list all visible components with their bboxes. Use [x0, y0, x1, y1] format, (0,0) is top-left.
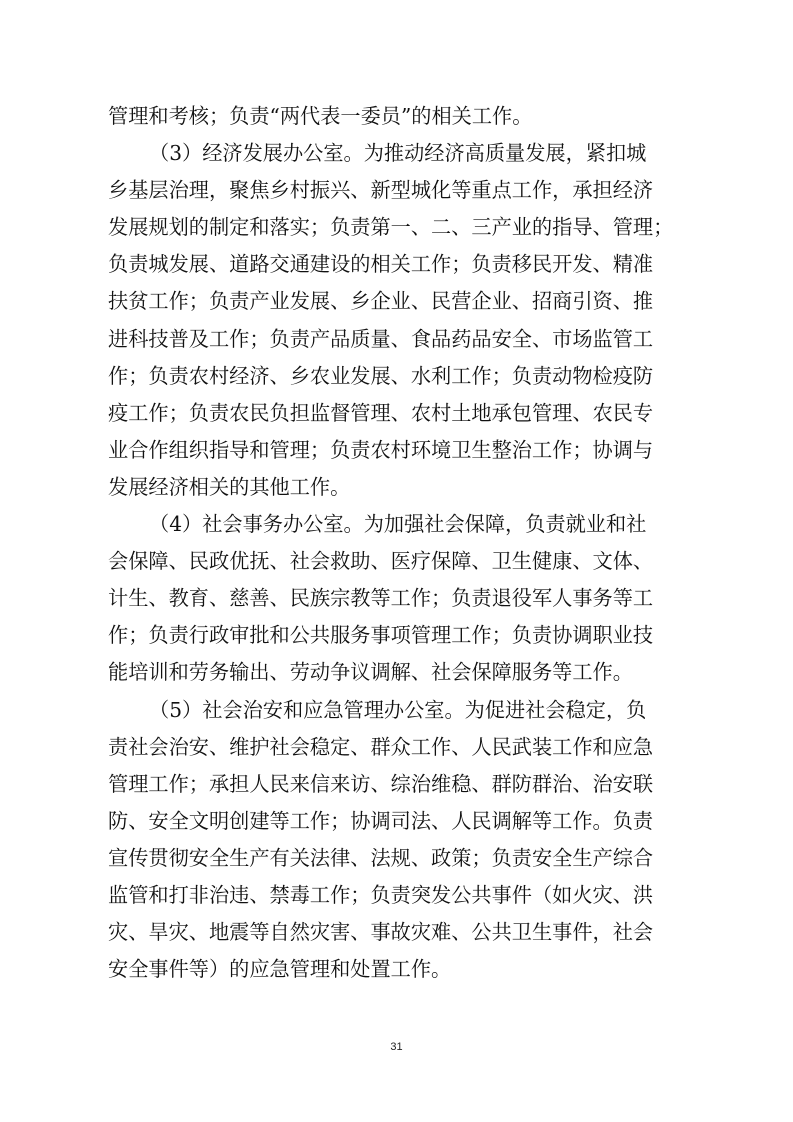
text-line: 负责城发展、道路交通建设的相关工作；负责移民开发、精准: [108, 252, 654, 277]
text-line: 发展经济相关的其他工作。: [108, 474, 351, 499]
text-line: 发展规划的制定和落实；负责第一、二、三产业的指导、管理；: [108, 215, 674, 240]
body-text: [108, 98, 684, 988]
paragraph-3-start: （3）经济发展办公室。为推动经济高质量发展，紧扣城: [149, 141, 647, 166]
page-number: 31: [390, 1041, 403, 1053]
text-line: 安全事件等）的应急管理和处置工作。: [108, 957, 452, 982]
text-line: 管理工作；承担人民来信来访、综治维稳、群防群治、治安联: [108, 771, 654, 796]
text-line: 责社会治安、维护社会稳定、群众工作、人民武装工作和应急: [108, 734, 654, 759]
text-line: 作；负责行政审批和公共服务事项管理工作；负责协调职业技: [108, 623, 654, 648]
text-line: 作；负责农村经济、乡农业发展、水利工作；负责动物检疫防: [108, 363, 654, 388]
text-line: 能培训和劳务输出、劳动争议调解、社会保障服务等工作。: [108, 660, 633, 685]
text-line: 疫工作；负责农民负担监督管理、农村土地承包管理、农民专: [108, 400, 654, 425]
text-line: 灾、旱灾、地震等自然灾害、事故灾难、公共卫生事件，社会: [108, 920, 654, 945]
paragraph-4-start: （4）社会事务办公室。为加强社会保障，负责就业和社: [149, 512, 647, 537]
text-line: 计生、教育、慈善、民族宗教等工作；负责退役军人事务等工: [108, 586, 654, 611]
text-line: 业合作组织指导和管理；负责农村环境卫生整治工作；协调与: [108, 437, 654, 462]
text-line: 监管和打非治违、禁毒工作；负责突发公共事件（如火灾、洪: [108, 882, 654, 907]
text-line: 宣传贯彻安全生产有关法律、法规、政策；负责安全生产综合: [108, 845, 654, 870]
paragraph-5-start: （5）社会治安和应急管理办公室。为促进社会稳定，负: [149, 697, 647, 722]
text-line: 乡基层治理，聚焦乡村振兴、新型城化等重点工作，承担经济: [108, 178, 654, 203]
text-line: 防、安全文明创建等工作；协调司法、人民调解等工作。负责: [108, 808, 654, 833]
text-line: 进科技普及工作；负责产品质量、食品药品安全、市场监管工: [108, 326, 654, 351]
text-line: 管理和考核；负责“两代表一委员”的相关工作。: [108, 104, 533, 128]
text-line: 会保障、民政优抚、社会救助、医疗保障、卫生健康、文体、: [108, 549, 654, 574]
text-line: 扶贫工作；负责产业发展、乡企业、民营企业、招商引资、推: [108, 289, 654, 314]
